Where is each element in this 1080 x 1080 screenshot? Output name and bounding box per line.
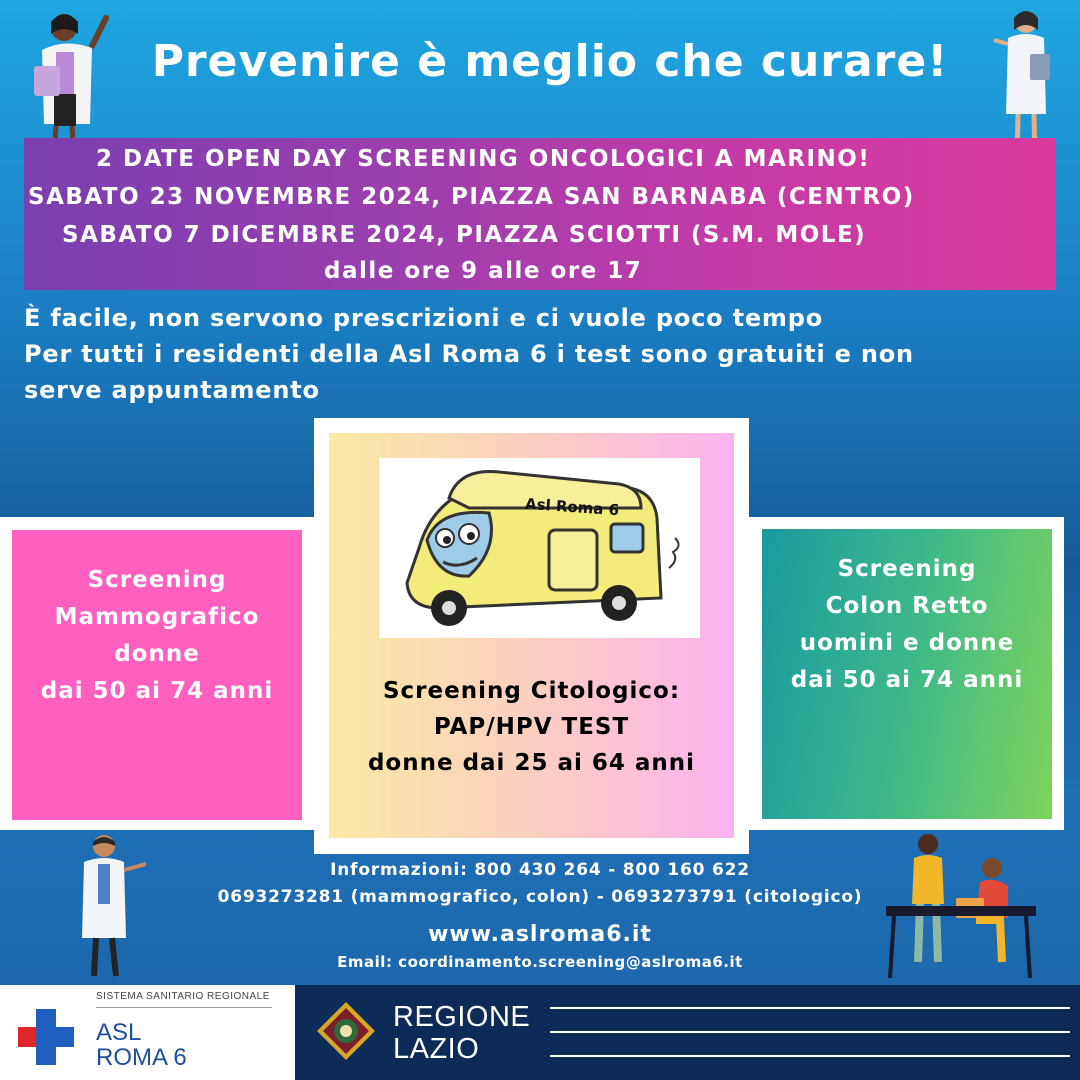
footer-regione <box>295 985 1080 1080</box>
camper-van-icon <box>379 458 700 638</box>
card-mammografico-line-1: Screening <box>87 567 227 593</box>
van-image-box <box>379 458 700 638</box>
card-colon-line-1: Screening <box>837 556 977 582</box>
card-citologico-line-3: donne dai 25 ai 64 anni <box>367 750 696 776</box>
contact-email[interactable]: Email: coordinamento.screening@aslroma6.it <box>337 953 743 971</box>
ssr-label: SISTEMA SANITARIO REGIONALE <box>96 991 270 1002</box>
open-day-hours: dalle ore 9 alle ore 17 <box>324 258 643 284</box>
card-colon-line-2: Colon Retto <box>825 593 989 619</box>
card-colon-line-4: dai 50 ai 74 anni <box>790 667 1024 693</box>
open-day-date-1: SABATO 23 NOVEMBRE 2024, PIAZZA SAN BARNABA (CENTRO) <box>28 184 915 210</box>
asl-cross-logo-icon <box>16 1007 76 1067</box>
open-day-title: 2 DATE OPEN DAY SCREENING ONCOLOGICI A MARINO! <box>96 146 871 172</box>
van-label: Asl Roma 6 <box>524 494 620 520</box>
card-citologico-line-1: Screening Citologico: <box>382 678 681 704</box>
contact-phones: 0693273281 (mammografico, colon) - 0693273791 (citologico) <box>217 887 863 907</box>
headline: Prevenire è meglio che curare! <box>151 36 949 87</box>
intro-line-1: È facile, non servono prescrizioni e ci vuole poco tempo <box>24 304 823 332</box>
regione-line-1: REGIONE <box>393 1001 531 1033</box>
card-colon <box>762 529 1052 819</box>
footer-rule-3 <box>550 1055 1070 1057</box>
regione-line-2: LAZIO <box>393 1033 480 1065</box>
ssr-underline <box>96 1007 272 1008</box>
card-mammografico <box>12 530 302 820</box>
open-day-date-2: SABATO 7 DICEMBRE 2024, PIAZZA SCIOTTI (S.M. MOLE) <box>62 222 867 248</box>
footer-rule-1 <box>550 1007 1070 1009</box>
card-mammografico-line-3: donne <box>114 641 200 667</box>
asl-name-line-1: ASL <box>96 1019 142 1046</box>
asl-name-line-2: ROMA 6 <box>96 1044 187 1071</box>
open-day-banner <box>24 138 1056 290</box>
card-mammografico-line-2: Mammografico <box>54 604 260 630</box>
intro-line-2: Per tutti i residenti della Asl Roma 6 i test sono gratuiti e non <box>24 340 914 368</box>
intro-line-3: serve appuntamento <box>24 376 320 404</box>
card-colon-line-3: uomini e donne <box>799 630 1015 656</box>
footer-asl <box>0 985 295 1080</box>
contact-website[interactable]: www.aslroma6.it <box>428 922 652 947</box>
footer-rule-2 <box>550 1031 1070 1033</box>
contact-info: Informazioni: 800 430 264 - 800 160 622 <box>330 860 750 880</box>
card-citologico-line-2: PAP/HPV TEST <box>433 714 630 740</box>
regione-lazio-crest-icon <box>315 1000 377 1062</box>
card-mammografico-line-4: dai 50 ai 74 anni <box>40 678 274 704</box>
card-citologico <box>329 433 734 838</box>
